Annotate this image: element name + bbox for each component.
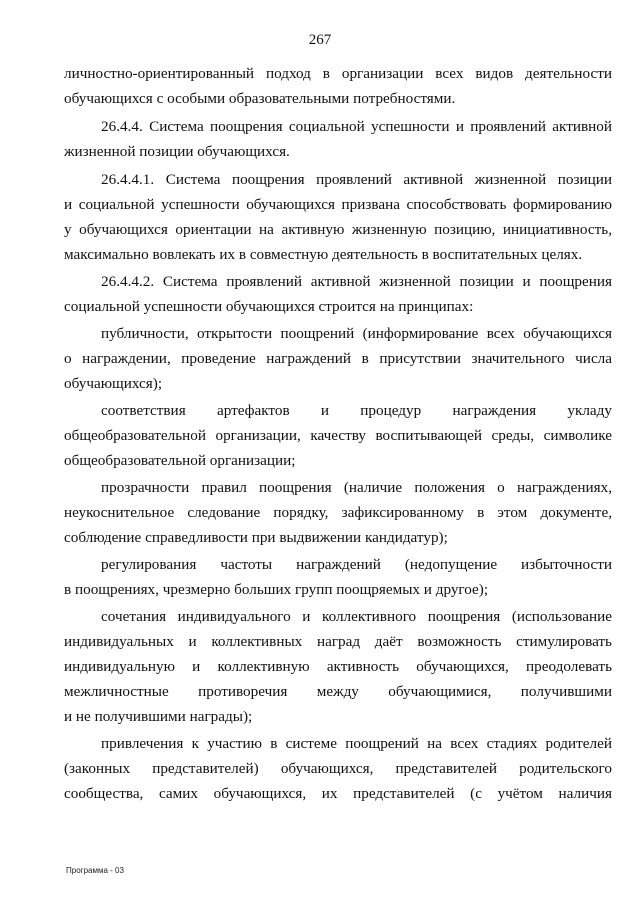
list-item-line: межличностные противоречия между обучающимися, получившими <box>64 683 612 700</box>
page-footer: Программа - 03 <box>66 866 124 875</box>
list-item-line: и не получившими награды); <box>64 708 253 725</box>
list-item-line: о награждении, проведение награждений в присутствии значительного числа <box>64 350 612 367</box>
text-line: обучающихся с особыми образовательными потребностями. <box>64 90 456 107</box>
text-line: у обучающихся ориентации на активную жизненную позицию, инициативность, <box>64 221 612 238</box>
list-item-line: (законных представителей) обучающихся, представителей родительского <box>64 760 612 777</box>
list-item-line: общеобразовательной организации; <box>64 452 296 469</box>
list-item-line: в поощрениях, чрезмерно больших групп поощряемых и другое); <box>64 581 489 598</box>
list-item-line: обучающихся); <box>64 375 163 392</box>
page-number: 267 <box>308 32 332 48</box>
list-item-line: соблюдение справедливости при выдвижении кандидатур); <box>64 529 448 546</box>
list-item-line: неукоснительное следование порядку, зафиксированному в этом документе, <box>64 504 612 521</box>
text-line: 26.4.4.1. Система поощрения проявлений активной жизненной позиции <box>101 171 612 188</box>
text-line: личностно-ориентированный подход в организации всех видов деятельности <box>64 65 612 82</box>
list-item-line: индивидуальных и коллективных наград даёт возможность стимулировать <box>64 633 612 650</box>
list-item-line: соответствия артефактов и процедур награждения укладу <box>101 402 612 419</box>
section-heading-continued: жизненной позиции обучающихся. <box>64 143 290 160</box>
list-item-line: индивидуальную и коллективную активность обучающихся, преодолевать <box>64 658 612 675</box>
list-item-line: регулирования частоты награждений (недопущение избыточности <box>101 556 612 573</box>
list-item-line: публичности, открытости поощрений (информирование всех обучающихся <box>101 325 612 342</box>
list-item-line: привлечения к участию в системе поощрений на всех стадиях родителей <box>101 735 612 752</box>
list-item-line: общеобразовательной организации, качеству воспитывающей среды, символике <box>64 427 612 444</box>
list-item-line: сообщества, самих обучающихся, их представителей (с учётом наличия <box>64 785 612 802</box>
list-item-line: прозрачности правил поощрения (наличие положения о награждениях, <box>101 479 612 496</box>
text-line: 26.4.4.2. Система проявлений активной жизненной позиции и поощрения <box>101 273 612 290</box>
text-line: и социальной успешности обучающихся призвана способствовать формированию <box>64 196 612 213</box>
text-line: социальной успешности обучающихся строится на принципах: <box>64 298 474 315</box>
section-heading: 26.4.4. Система поощрения социальной успешности и проявлений активной <box>101 118 612 135</box>
list-item-line: сочетания индивидуального и коллективного поощрения (использование <box>101 608 612 625</box>
text-line: максимально вовлекать их в совместную деятельность в воспитательных целях. <box>64 246 583 263</box>
